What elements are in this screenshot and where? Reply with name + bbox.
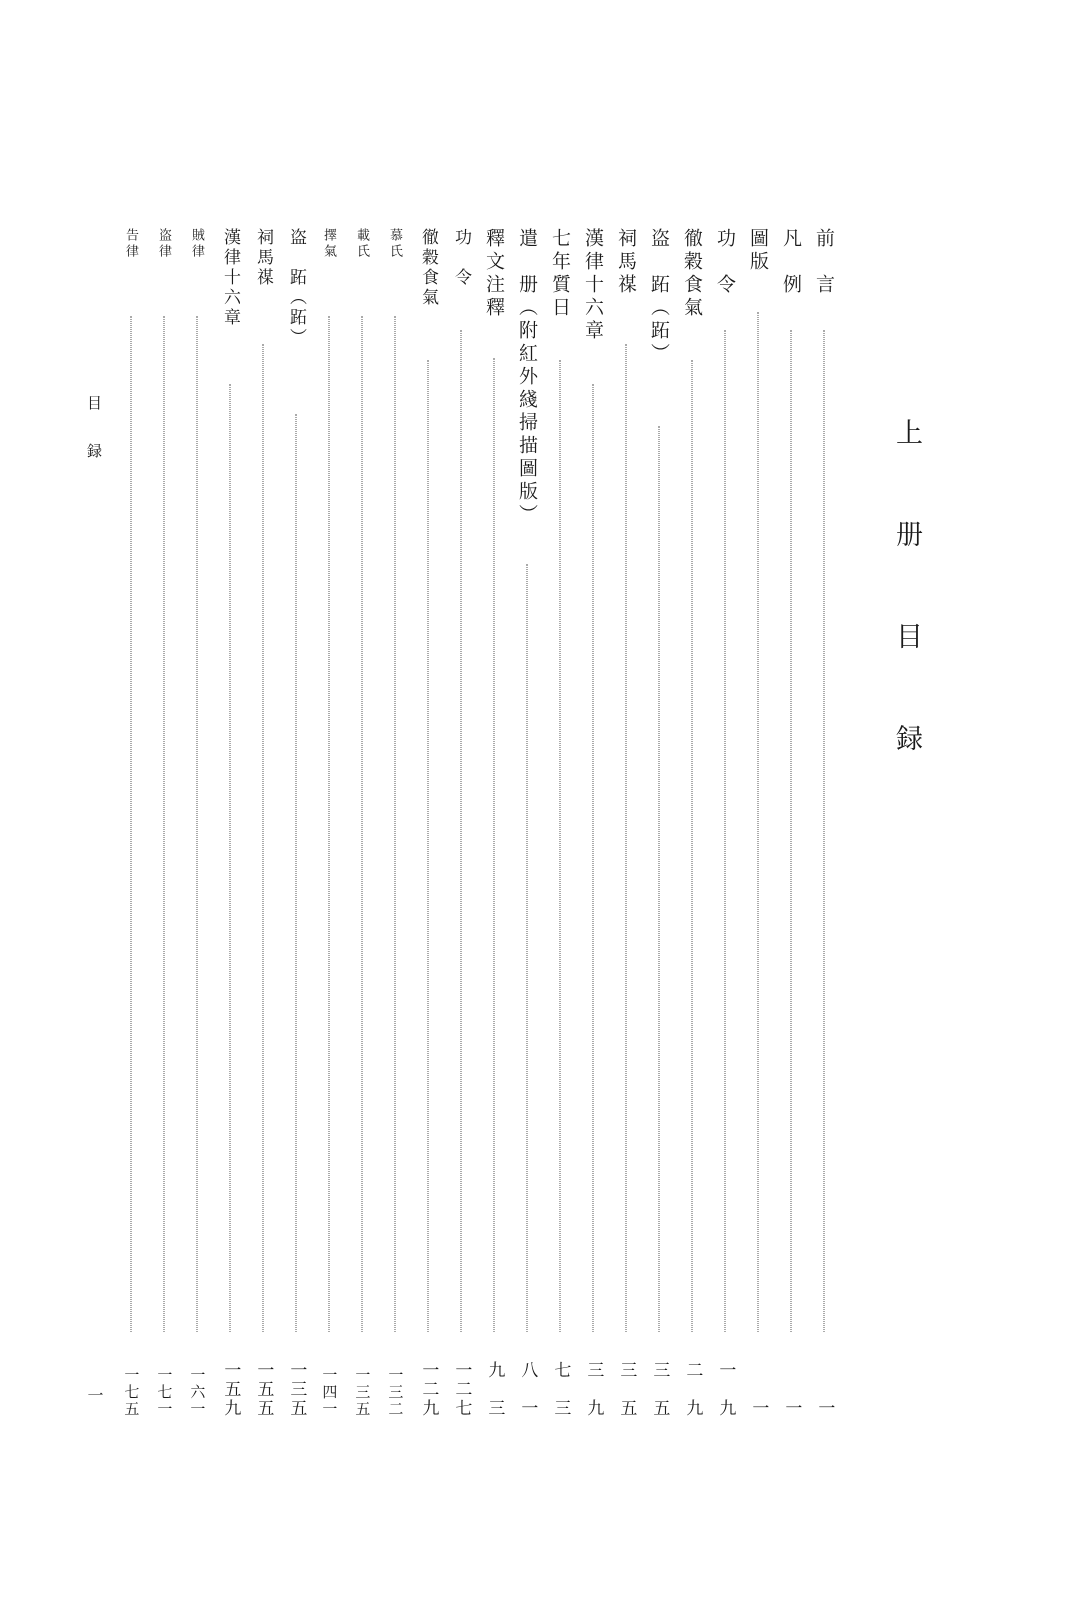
- toc-entry-page-number: 一: [748, 1399, 769, 1418]
- toc-entry-page-number: 二 九: [682, 1361, 703, 1418]
- toc-entry[interactable]: [774, 228, 807, 1418]
- toc-entry-page-number: 一三五: [286, 1361, 307, 1418]
- toc-entry-page-number: 一四一: [320, 1367, 339, 1418]
- toc-entry-label: 前 言: [813, 228, 835, 297]
- toc-leader-dots: [625, 344, 626, 1332]
- toc-leader-dots: [361, 316, 362, 1332]
- toc-entry[interactable]: [444, 228, 477, 1418]
- toc-entry[interactable]: [312, 228, 345, 1418]
- page-title: 上 册 目 録: [891, 418, 922, 773]
- toc-entry[interactable]: [642, 228, 675, 1418]
- toc-entry[interactable]: [708, 228, 741, 1418]
- toc-entry-page-number: 一五五: [253, 1361, 274, 1418]
- toc-entry[interactable]: [510, 228, 543, 1418]
- toc-entry-label: 七年質日: [549, 228, 571, 320]
- toc-leader-dots: [427, 360, 428, 1332]
- toc-leader-dots: [526, 564, 527, 1332]
- toc-entry[interactable]: [609, 228, 642, 1418]
- toc-leader-dots: [196, 316, 197, 1332]
- toc-entry[interactable]: [279, 228, 312, 1418]
- toc-leader-dots: [658, 426, 659, 1332]
- toc-entry-page-number: 九 三: [484, 1361, 505, 1418]
- toc-entry-label: 釋文注釋: [483, 228, 505, 320]
- toc-entry[interactable]: [213, 228, 246, 1418]
- toc-leader-dots: [229, 384, 230, 1332]
- page-folio-number: 一: [85, 1387, 104, 1403]
- toc-entry[interactable]: [378, 228, 411, 1418]
- toc-entry-label: 漢律十六章: [582, 228, 604, 343]
- toc-entry[interactable]: [807, 228, 840, 1418]
- toc-entry-label: 盗律: [156, 228, 171, 260]
- toc-entry[interactable]: [741, 228, 774, 1418]
- toc-leader-dots: [130, 316, 131, 1332]
- toc-leader-dots: [592, 384, 593, 1332]
- toc-entry-page-number: 一七一: [155, 1367, 174, 1418]
- toc-leader-dots: [295, 414, 296, 1332]
- toc-entry[interactable]: [114, 228, 147, 1418]
- toc-leader-dots: [394, 316, 395, 1332]
- toc-leader-dots: [559, 360, 560, 1332]
- toc-leader-dots: [460, 330, 461, 1332]
- toc-entry[interactable]: [246, 228, 279, 1418]
- running-head: 目 録: [85, 395, 103, 467]
- toc-entry-page-number: 一三二: [386, 1367, 405, 1418]
- toc-entry-label: 圖版: [747, 228, 769, 274]
- toc-entry-label: 祠馬禖: [615, 228, 637, 297]
- toc-entry-page-number: 一: [781, 1399, 802, 1418]
- toc-entry-page-number: 一二七: [451, 1361, 472, 1418]
- toc-entry-page-number: 一 九: [715, 1361, 736, 1418]
- toc-entry-label: 凡 例: [780, 228, 802, 297]
- toc-entry-label: 功 令: [451, 228, 471, 288]
- toc-leader-dots: [262, 344, 263, 1332]
- toc-entry-label: 功 令: [714, 228, 736, 297]
- toc-leader-dots: [328, 316, 329, 1332]
- toc-entry[interactable]: [147, 228, 180, 1418]
- toc-entry[interactable]: [576, 228, 609, 1418]
- toc-leader-dots: [691, 360, 692, 1332]
- toc-entry-page-number: 一七五: [122, 1367, 141, 1418]
- toc-entry-label: 賊律: [189, 228, 204, 260]
- toc-entry-label: 盗 跖（跖）: [648, 228, 670, 366]
- toc-entry-label: 告律: [123, 228, 138, 260]
- toc-entry-page-number: 一: [814, 1399, 835, 1418]
- toc-entry-page-number: 三 五: [649, 1361, 670, 1418]
- toc-entry-page-number: 一三五: [353, 1367, 372, 1418]
- toc-leader-dots: [163, 316, 164, 1332]
- toc-entry[interactable]: [180, 228, 213, 1418]
- toc-entry-page-number: 三 九: [583, 1361, 604, 1418]
- toc-leader-dots: [724, 330, 725, 1332]
- toc-entry-label: 徹穀食氣: [418, 228, 438, 308]
- toc-entry-page-number: 一二九: [418, 1361, 439, 1418]
- toc-entry-page-number: 一六一: [188, 1367, 207, 1418]
- toc-entry-label: 慕氏: [387, 228, 402, 260]
- toc-entry-label: 遣 册（附紅外綫掃描圖版）: [516, 228, 538, 527]
- toc-entry-label: 盗 跖（跖）: [286, 228, 306, 348]
- toc-leader-dots: [493, 358, 494, 1332]
- toc-entry-label: 祠馬禖: [253, 228, 273, 288]
- toc-entry-page-number: 三 五: [616, 1361, 637, 1418]
- toc-leader-dots: [790, 330, 791, 1332]
- toc-entry-label: 擇氣: [321, 228, 336, 260]
- toc-entry-page-number: 八 一: [517, 1361, 538, 1418]
- toc-entry-page-number: 一五九: [220, 1361, 241, 1418]
- toc-entry[interactable]: [411, 228, 444, 1418]
- toc-entry-label: 漢律十六章: [220, 228, 240, 328]
- toc-entry[interactable]: [675, 228, 708, 1418]
- toc-entry[interactable]: [543, 228, 576, 1418]
- toc-entry-page-number: 七 三: [550, 1361, 571, 1418]
- toc-entry-label: 載氏: [354, 228, 369, 260]
- toc-entry[interactable]: [477, 228, 510, 1418]
- toc-entry[interactable]: [345, 228, 378, 1418]
- toc-leader-dots: [823, 330, 824, 1332]
- toc-leader-dots: [757, 312, 758, 1332]
- toc-entry-label: 徹穀食氣: [681, 228, 703, 320]
